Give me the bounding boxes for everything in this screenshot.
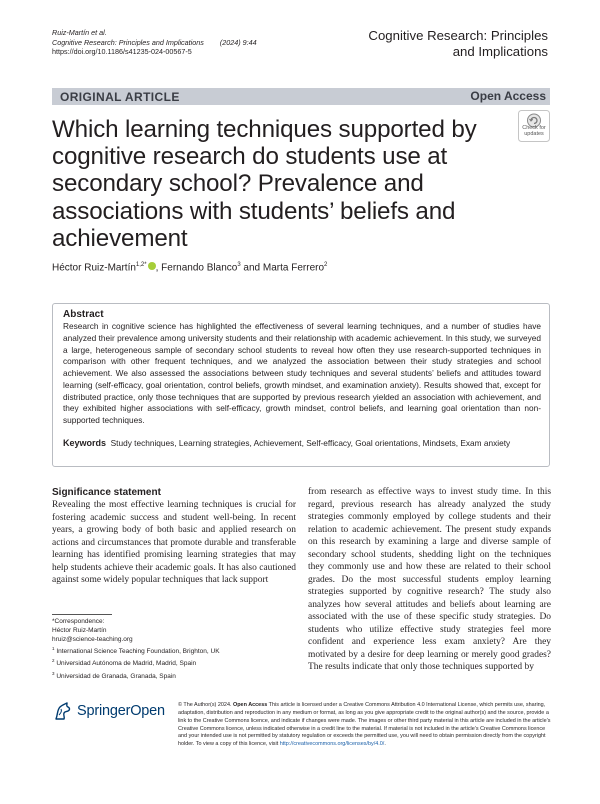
author-name[interactable]: Héctor Ruiz-Martín (52, 262, 136, 274)
correspondence-email[interactable]: hruiz@science-teaching.org (52, 636, 133, 644)
springer-open-logo: SpringerOpen (77, 703, 165, 719)
keywords: Keywords Study techniques, Learning strategies, Achievement, Self-efficacy, Goal orientations, Mindsets, Exam anxiety (63, 438, 511, 448)
author-name[interactable]: and Marta Ferrero (240, 262, 325, 274)
abstract-text: Research in cognitive science has highlighted the effectiveness of several learning techniques, and a number of studies have analyzed their prevalence among university students and their relationship with academic achievement. In this study, we surveyed a large, heterogeneous sample of secondary school students to reveal how often they use research-supported techniques in comparison with other frequent techniques, and we analyzed the association between their study strategies and school achievement. We also assessed the associations between study techniques and several students’ beliefs and attitudes toward learning (self-efficacy, goal orientation, control beliefs, growth mindset, and examination anxiety). Results showed that, except for distributed practice, only those techniques that are supported by previous research yielded an association with achievement, and they exhibited higher associations with self-efficacy, growth mindset, control beliefs, and learning goal orientation than non-supported techniques. (63, 321, 541, 425)
citation-authors: Ruiz-Martín et al. (52, 28, 107, 37)
footnote-divider (52, 614, 112, 615)
author-name[interactable]: , Fernando Blanco (155, 262, 238, 274)
open-access-label: Open Access (470, 89, 546, 103)
license-text: © The Author(s) 2024. Open Access This article is licensed under a Creative Commons Attribution 4.0 International License, which permits use, sharing, adaptation, distribution and reproduction in any medium or format, as long as you give appropriate credit to the original author(s) and the source, provide a link to the Creative Commons licence, and indicate if changes were made. The images or other third party material in this article are included in the article’s Creative Commons licence, unless indicated otherwise in a credit line to the material. If material is not included in the article’s Creative Commons licence and your intended use is not permitted by statutory regulation or exceeds the permitted use, you will need to obtain permission directly from the copyright holder. To view a copy of this licence, visit http://creativecommons.org/licenses/by/4.0/. (178, 702, 551, 748)
significance-heading: Significance statement (52, 487, 161, 498)
footnotes: *Correspondence: Héctor Ruiz-Martín hruiz@science-teaching.org $^1$ International Science Teaching Foundation, Brighton, UK $^2$ Universidad Autónoma de Madrid, Madrid, Spain $^3$ Universidad de Granada, Granada, Spain (52, 617, 296, 681)
abstract-heading: Abstract (63, 309, 104, 320)
body-text-right-column: from research as effective ways to invest study time. In this regard, previous research has already analyzed the study strategies commonly employed by college students and their relation to academic achievement. The present study expands on this research by examining a large and diverse sample of secondary school students, shedding light on the techniques they commonly use and how these are related to their school grades. Do the most successful students employ learning strategies supported by cognitive research? The study also analyzes how several attitudes and beliefs about learning are associated with the use of these specific study strategies. Do students who utilize effective study strategies feel more confident and experience less exam anxiety? Are they motivated by a desire for deep learning or merely good grades? The results indicate that only those techniques supported by (308, 487, 551, 672)
citation-line: Cognitive Research: Principles and Implications (2024) 9:44 (52, 37, 257, 47)
author-list: Héctor Ruiz-Martín$^{1,2*}$ , Fernando Blanco$^3$ and Marta Ferrero$^2$ (52, 262, 328, 274)
orcid-icon[interactable] (148, 262, 156, 270)
springer-horse-icon (52, 700, 74, 722)
significance-text: Revealing the most effective learning techniques is crucial for fostering academic success and student well-being. In recent years, a growing body of both basic and applied research on actions and circumstances that promote durable and transferable learning has identified promising learning strategies that may help students achieve their academic goals. It has also cautioned against some widely popular techniques that lack support (52, 500, 296, 585)
article-title: Which learning techniques supported by cognitive research do students use at secondary school? Prevalence and associations with students’ beliefs and achievement (52, 116, 477, 252)
doi-link[interactable]: https://doi.org/10.1186/s41235-024-00567-5 (52, 47, 192, 56)
journal-name: Cognitive Research: Principles and Implications (368, 28, 548, 59)
article-type: ORIGINAL ARTICLE (60, 90, 180, 104)
check-for-updates-label: Check for updates (522, 125, 546, 137)
license-link[interactable]: http://creativecommons.org/licenses/by/4.0/ (279, 741, 385, 748)
